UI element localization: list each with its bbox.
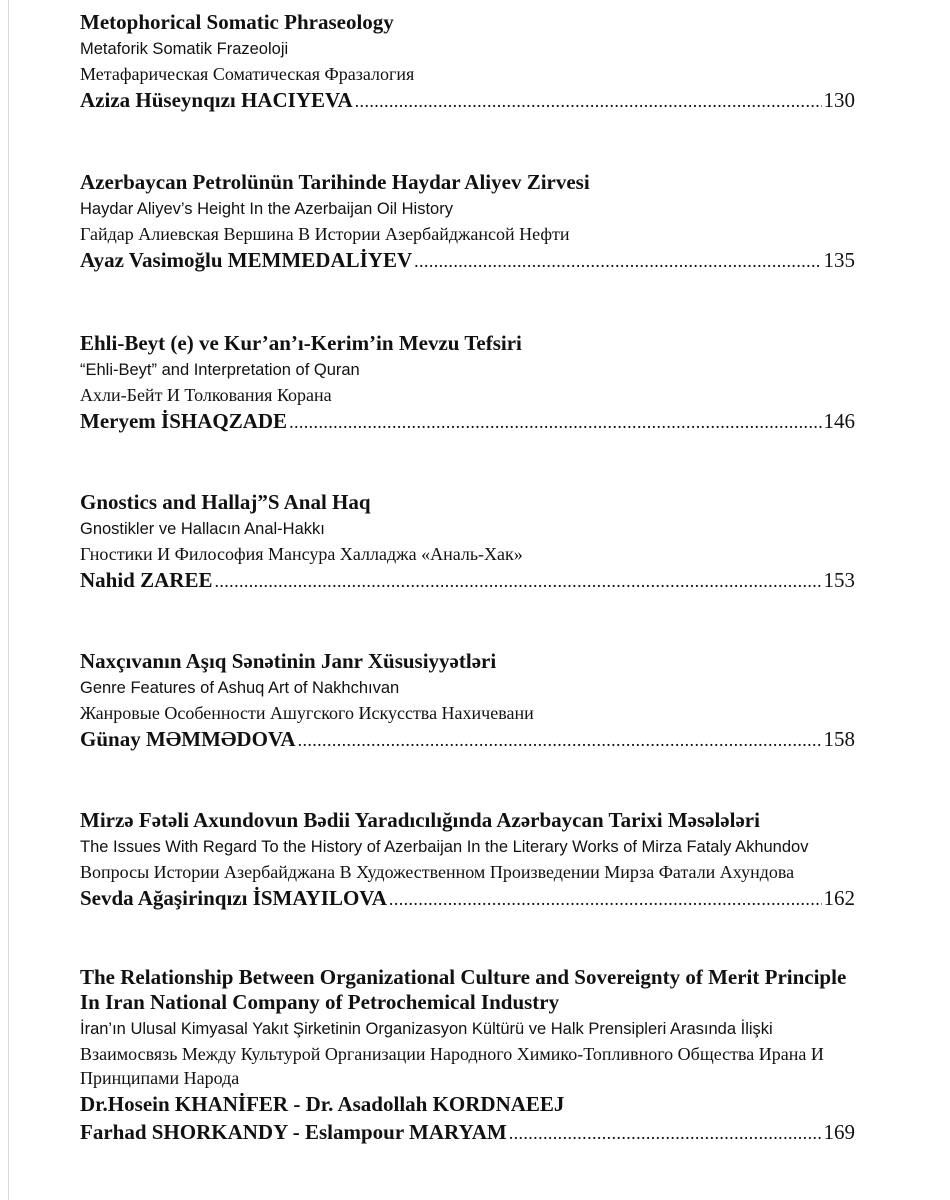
entry-author: Nahid ZAREE bbox=[80, 568, 213, 592]
toc-entry bbox=[80, 649, 855, 754]
toc-entry bbox=[80, 10, 855, 115]
entry-author: Günay MƏMMƏDOVA bbox=[80, 727, 296, 751]
entry-alt-title-ru: Гностики И Философия Мансура Халладжа «Аналь-Хак» bbox=[80, 543, 523, 564]
entry-alt-title: Genre Features of Ashuq Art of Nakhchıvan bbox=[80, 679, 400, 697]
entry-title: Naxçıvanın Aşıq Sənətinin Janr Xüsusiyyətləri bbox=[80, 649, 497, 673]
entry-author: Aziza Hüseynqızı HACIYEVA bbox=[80, 88, 353, 112]
entry-page-number: 169 bbox=[823, 1119, 855, 1144]
toc-entry bbox=[80, 965, 855, 1147]
dot-leader bbox=[214, 568, 821, 595]
entry-alt-title-ru: Метафарическая Соматическая Фразалогия bbox=[80, 63, 415, 84]
entry-author: Ayaz Vasimoğlu MEMMEDALİYEV bbox=[80, 248, 413, 272]
entry-page-number: 162 bbox=[823, 886, 855, 910]
entry-alt-title-ru: Ахли-Бейт И Толкования Корана bbox=[80, 384, 332, 405]
entry-alt-title-ru: Гайдар Алиевская Вершина В Истории Азербайджансой Нефти bbox=[80, 223, 570, 244]
entry-alt-title: Haydar Aliyev’s Height In the Azerbaijan Oil History bbox=[80, 200, 453, 218]
entry-alt-title: The Issues With Regard To the History of Azerbaijan In the Literary Works of Mirza Fataly Akhundov bbox=[80, 838, 809, 856]
entry-author: Meryem İSHAQZADE bbox=[80, 409, 288, 433]
left-page-edge bbox=[8, 0, 9, 1200]
entry-title: Ehli-Beyt (e) ve Kur’an’ı-Kerim’in Mevzu Tefsiri bbox=[80, 331, 522, 355]
dot-leader bbox=[509, 1120, 822, 1147]
entry-alt-title-ru: Жанровые Особенности Ашугского Искусства Нахичевани bbox=[80, 702, 534, 723]
author-line bbox=[80, 1119, 855, 1147]
entry-page-number: 146 bbox=[823, 409, 855, 433]
entry-author-first-line: Dr.Hosein KHANİFER - Dr. Asadollah KORDNAEEJ bbox=[80, 1091, 565, 1116]
entry-page-number: 135 bbox=[823, 248, 855, 272]
dot-leader bbox=[355, 88, 822, 115]
entry-alt-title: Gnostikler ve Hallacın Anal-Hakkı bbox=[80, 520, 325, 538]
entry-alt-title: Metaforik Somatik Frazeoloji bbox=[80, 40, 289, 58]
entry-title: The Relationship Between Organizational Culture and Sovereignty of Merit Principle In Iran National Company of Petrochemical Industry bbox=[80, 965, 847, 1014]
entry-alt-title-ru: Взаимосвязь Между Культурой Организации Народного Химико-Топливного Общества Ирана И Принципами Народа bbox=[80, 1043, 824, 1088]
table-of-contents bbox=[80, 10, 855, 1147]
dot-leader bbox=[298, 727, 822, 754]
dot-leader bbox=[389, 886, 822, 913]
toc-entry bbox=[80, 170, 855, 275]
entry-title: Gnostics and Hallaj”S Anal Haq bbox=[80, 490, 371, 514]
entry-page-number: 158 bbox=[823, 727, 855, 751]
entry-alt-title: İran’ın Ulusal Kimyasal Yakıt Şirketinin Organizasyon Kültürü ve Halk Prensipleri Arasında İlişki bbox=[80, 1020, 773, 1038]
entry-title: Metophorical Somatic Phraseology bbox=[80, 10, 394, 34]
dot-leader bbox=[289, 409, 821, 436]
author-line bbox=[80, 247, 855, 275]
entry-page-number: 130 bbox=[823, 88, 855, 112]
author-line bbox=[80, 885, 855, 913]
author-line bbox=[80, 408, 855, 436]
author-line bbox=[80, 726, 855, 754]
entry-page-number: 153 bbox=[823, 568, 855, 592]
toc-entry bbox=[80, 331, 855, 436]
entry-author: Farhad SHORKANDY - Eslampour MARYAM bbox=[80, 1119, 507, 1144]
toc-entry bbox=[80, 808, 855, 913]
toc-entry bbox=[80, 490, 855, 595]
author-line bbox=[80, 567, 855, 595]
author-line bbox=[80, 87, 855, 115]
entry-alt-title: “Ehli-Beyt” and Interpretation of Quran bbox=[80, 361, 360, 379]
entry-alt-title-ru: Вопросы Истории Азербайджана В Художественном Произведении Мирза Фатали Ахундова bbox=[80, 861, 795, 882]
dot-leader bbox=[414, 248, 821, 275]
entry-author: Sevda Ağaşirinqızı İSMAYILOVA bbox=[80, 886, 387, 910]
entry-title: Mirzə Fətəli Axundovun Bədii Yaradıcılığında Azərbaycan Tarixi Məsələləri bbox=[80, 808, 760, 832]
entry-title: Azerbaycan Petrolünün Tarihinde Haydar Aliyev Zirvesi bbox=[80, 170, 590, 194]
